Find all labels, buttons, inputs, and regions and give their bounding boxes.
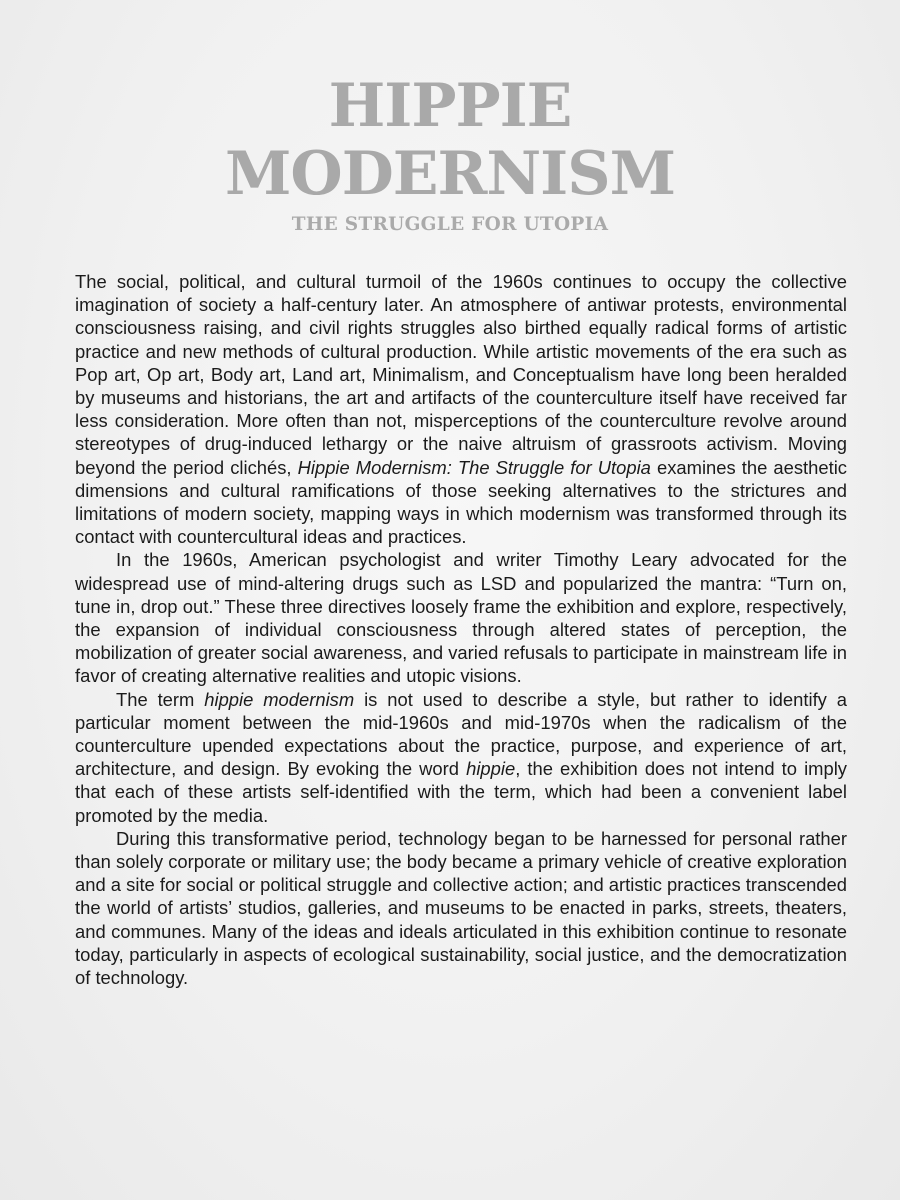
paragraph-1-exhibition-title: Hippie Modernism: The Struggle for Utopia [297,456,651,478]
paragraph-3-text-b: is not used to describe a style, but rather to identify a particular moment between the mid-1960s and mid-1970s when the radicalism of the counterculture upended expectations about the practice, purpose, and experience of art, architecture, and design. By evoking the word [75,688,847,780]
paragraph-3-text-c: , the exhibition does not intend to imply that each of these artists self-identified with the term, which had been a convenient label promoted by the media. [75,758,847,826]
exhibition-subtitle: THE STRUGGLE FOR UTOPIA [291,214,609,235]
title-line-2: MODERNISM [225,139,675,209]
intro-text-block [75,270,847,989]
paragraph-1-text-a: The social, political, and cultural turmoil of the 1960s continues to occupy the collective imagination of society a half-century later. An atmosphere of antiwar protests, environmental consciousness raising, and civil rights struggles also birthed equally radical forms of artistic practice and new methods of cultural production. While artistic movements of the era such as Pop art, Op art, Body art, Land art, Minimalism, and Conceptualism have long been heralded by museums and historians, the art and artifacts of the counterculture itself have received far less consideration. More often than not, misperceptions of the counterculture revolve around stereotypes of drug-induced lethargy or the naive altruism of grassroots activism. Moving beyond the period clichés, [75,271,847,478]
paragraph-3-text-a: The term [116,688,205,710]
exhibition-title-block [0,72,900,235]
paragraph-1-text-b: examines the aesthetic dimensions and cultural ramifications of those seeking alternatives to the strictures and limitations of modern society, mapping ways in which modernism was transformed through its contact with countercultural ideas and practices. [75,456,847,548]
paragraph-3 [75,688,847,827]
paragraph-1 [75,270,847,548]
title-line-1: HIPPIE [328,71,572,141]
paragraph-2: In the 1960s, American psychologist and writer Timothy Leary advocated for the widespread use of mind-altering drugs such as LSD and popularized the mantra: “Turn on, tune in, drop out.” These three directives loosely frame the exhibition and explore, respectively, the expansion of individual consciousness through altered states of perception, the mobilization of greater social awareness, and varied refusals to participate in mainstream life in favor of creating alternative realities and utopic visions. [75,549,847,687]
paragraph-3-term: hippie modernism [204,688,355,710]
paragraph-4: During this transformative period, technology began to be harnessed for personal rather than solely corporate or military use; the body became a primary vehicle of creative exploration and a site for social or political struggle and collective action; and artistic practices transcended the world of artists’ studios, galleries, and museums to be enacted in parks, streets, theaters, and communes. Many of the ideas and ideals articulated in this exhibition continue to resonate today, particularly in aspects of ecological sustainability, social justice, and the democratization of technology. [75,827,847,989]
paragraph-3-word: hippie [466,758,516,780]
